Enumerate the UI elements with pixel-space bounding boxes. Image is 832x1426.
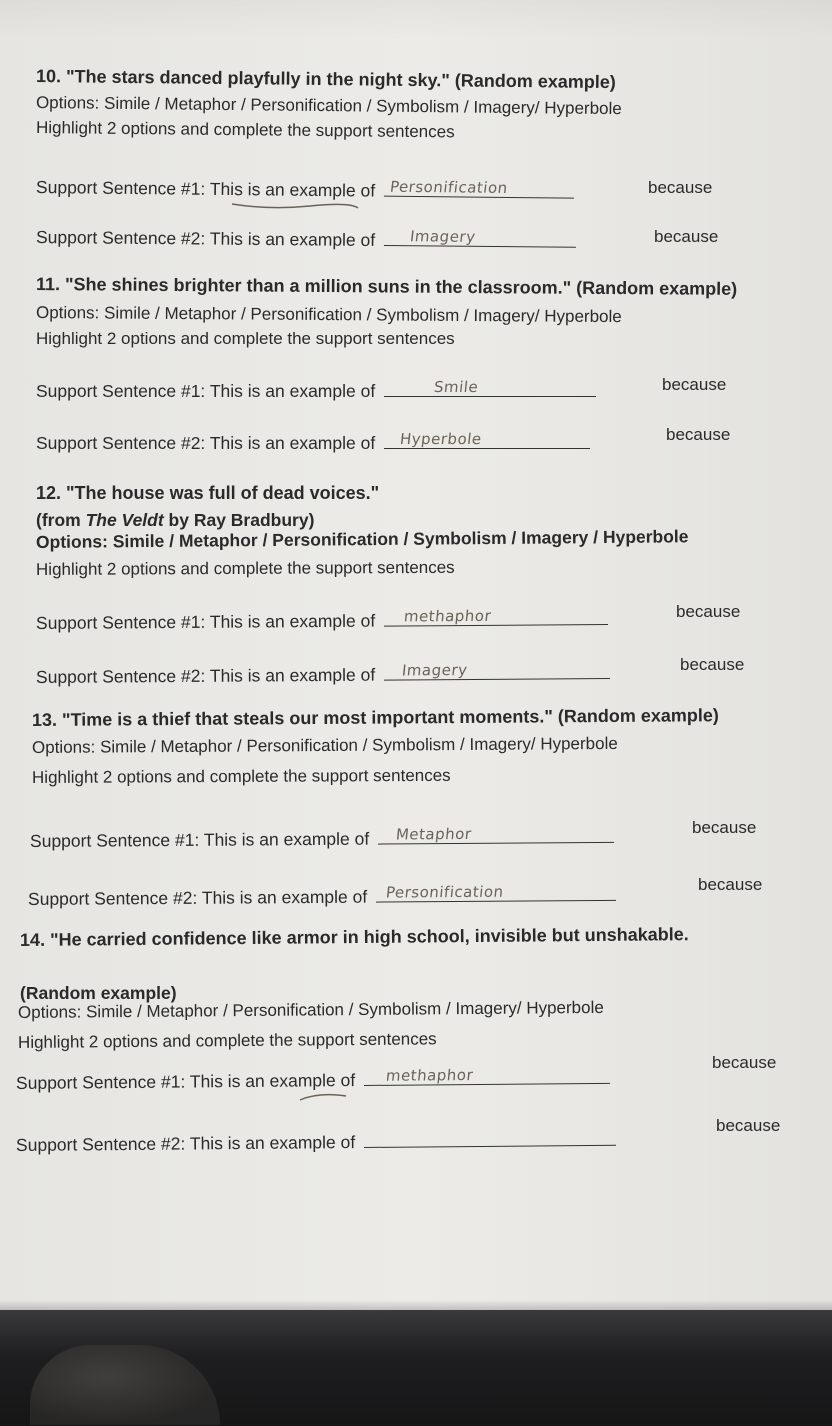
support-1-text: Support Sentence #1: This is an example of <box>36 381 376 401</box>
handwritten-answer: Metaphor <box>395 824 473 844</box>
question-10-support-2 <box>36 226 576 253</box>
question-14-title: 14. "He carried confidence like armor in high school, invisible but unshakable. <box>19 924 689 950</box>
support-2-text: Support Sentence #2: This is an example of <box>35 227 376 250</box>
question-10-options: Options: Simile / Metaphor / Personification / Symbolism / Imagery/ Hyperbole <box>35 93 622 119</box>
support-1-text: Support Sentence #1: This is an example of <box>35 610 376 633</box>
answer-blank-13-1[interactable] <box>378 826 614 845</box>
question-13-title: 13. "Time is a thief that steals our most important moments." (Random example) <box>31 705 719 730</box>
question-10-title: 10. "The stars danced playfully in the night sky." (Random example) <box>35 66 616 93</box>
answer-blank-12-2[interactable] <box>384 662 610 681</box>
handwritten-answer: methaphor <box>385 1066 475 1085</box>
because-13-1: because <box>692 818 757 837</box>
because-12-2: because <box>680 655 745 674</box>
support-1-text: Support Sentence #1: This is an example of <box>15 1070 356 1093</box>
answer-blank-12-1[interactable] <box>384 608 608 627</box>
support-2-text: Support Sentence #2: This is an example of <box>27 886 368 909</box>
because-10-2: because <box>654 227 719 246</box>
support-1-text: Support Sentence #1: This is an example of <box>29 828 370 851</box>
source-prefix: (from <box>36 510 86 530</box>
answer-blank-10-2[interactable] <box>384 229 576 248</box>
question-11-title: 11. "She shines brighter than a million suns in the classroom." (Random example) <box>35 274 738 299</box>
question-14-title-line-2: (Random example) <box>20 983 177 1003</box>
handwritten-answer: Personification <box>385 882 505 902</box>
because-10-1: because <box>648 178 713 197</box>
question-12-options: Options: Simile / Metaphor / Personification / Symbolism / Imagery / Hyperbole <box>35 526 689 552</box>
hand-drawn-underline <box>298 1090 348 1104</box>
because-13-2: because <box>698 875 763 894</box>
question-13-options: Options: Simile / Metaphor / Personification / Symbolism / Imagery/ Hyperbole <box>31 733 618 757</box>
support-2-text: Support Sentence #2: This is an example of <box>35 664 376 687</box>
source-title: The Veldt <box>85 510 164 530</box>
question-11-support-1 <box>36 380 596 402</box>
because-14-1: because <box>712 1053 777 1072</box>
handwritten-answer: Smile <box>433 378 480 396</box>
question-13-instruction: Highlight 2 options and complete the support sentences <box>31 765 451 787</box>
support-1-text: Support Sentence #1: This is an example of <box>35 177 376 201</box>
question-12-support-2 <box>36 662 610 688</box>
question-14-instruction: Highlight 2 options and complete the support sentences <box>17 1029 437 1052</box>
question-13-support-1 <box>30 826 614 852</box>
question-11-instruction: Highlight 2 options and complete the support sentences <box>36 329 455 348</box>
handwritten-answer: Hyperbole <box>399 430 483 448</box>
support-2-text: Support Sentence #2: This is an example of <box>36 433 376 453</box>
handwritten-answer: Imagery <box>409 227 477 246</box>
answer-blank-14-1[interactable] <box>364 1067 610 1086</box>
because-11-2: because <box>666 425 731 444</box>
handwritten-answer: Personification <box>389 177 509 197</box>
question-11-support-2 <box>36 432 590 454</box>
answer-blank-11-1[interactable] <box>384 380 596 397</box>
answer-blank-14-2[interactable] <box>364 1129 616 1148</box>
answer-blank-13-2[interactable] <box>376 884 616 903</box>
handwritten-answer: methaphor <box>403 606 493 626</box>
question-12-source <box>36 510 314 531</box>
question-10-instruction: Highlight 2 options and complete the support sentences <box>35 118 455 142</box>
question-13-support-2 <box>28 884 616 910</box>
because-11-1: because <box>662 375 727 394</box>
handwritten-answer: Imagery <box>401 660 469 680</box>
page-shading <box>0 0 832 40</box>
question-12-title: 12. "The house was full of dead voices." <box>36 483 380 503</box>
hand-drawn-underline <box>230 196 360 212</box>
question-14-options: Options: Simile / Metaphor / Personification / Symbolism / Imagery/ Hyperbole <box>17 997 604 1022</box>
because-12-1: because <box>676 602 741 621</box>
question-11-options: Options: Simile / Metaphor / Personification / Symbolism / Imagery/ Hyperbole <box>35 303 622 327</box>
source-suffix: by Ray Bradbury) <box>163 510 315 530</box>
question-12-support-1 <box>36 608 608 634</box>
question-12-instruction: Highlight 2 options and complete the support sentences <box>35 557 455 579</box>
answer-blank-10-1[interactable] <box>384 177 574 199</box>
answer-blank-11-2[interactable] <box>384 432 590 449</box>
because-14-2: because <box>716 1116 781 1135</box>
support-2-text: Support Sentence #2: This is an example of <box>15 1132 356 1155</box>
